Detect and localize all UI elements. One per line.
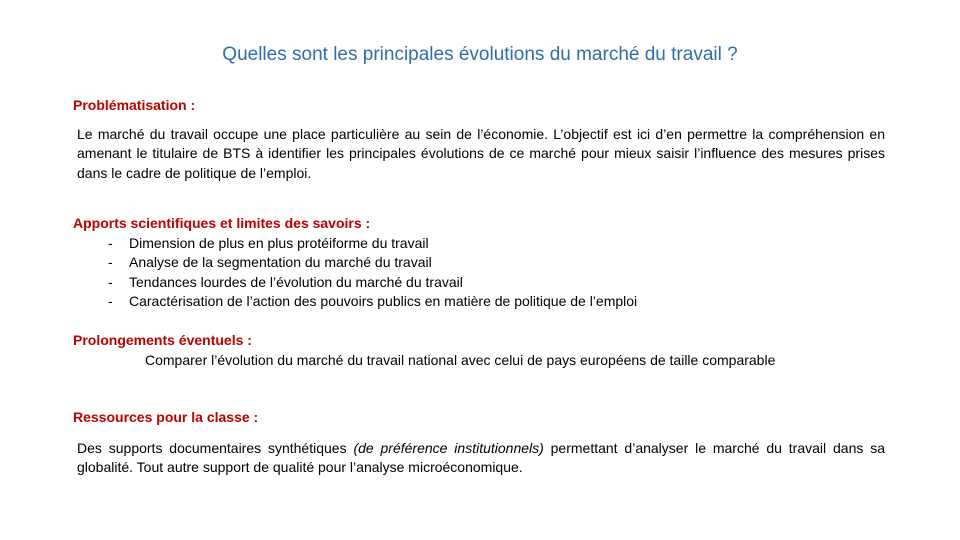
- ressources-heading: Ressources pour la classe :: [73, 409, 259, 425]
- list-item: - Caractérisation de l’action des pouvoirs publics en matière de politique de l’emploi: [108, 292, 885, 312]
- ressources-text-start: Des supports documentaires synthétiques: [77, 439, 354, 456]
- slide-title: Quelles sont les principales évolutions du marché du travail ?: [222, 44, 738, 65]
- problematisation-heading: Problématisation :: [73, 97, 196, 113]
- problematisation-section: [73, 96, 885, 183]
- apports-heading: Apports scientifiques et limites des savoirs :: [73, 215, 371, 231]
- apports-section: [73, 214, 885, 312]
- problematisation-text: Le marché du travail occupe une place particulière au sein de l’économie. L’objectif est ici d’en permettre la compréhension en amenant le titulaire de BTS à identifier les principales évolutions de ce marché pour mieux saisir l’influence des mesures prises dans le cadre de politique de l’emploi.: [77, 125, 885, 181]
- ressources-text: [73, 439, 885, 478]
- prolongements-section: [73, 331, 885, 370]
- list-item: - Tendances lourdes de l’évolution du marché du travail: [108, 273, 885, 293]
- ressources-text-end: permettant d’analyser le marché du travail dans sa globalité. Tout autre support de qualité pour l’analyse microéconomique.: [77, 439, 885, 475]
- prolongements-heading: Prolongements éventuels :: [73, 332, 252, 348]
- prolongements-text: Comparer l’évolution du marché du travail national avec celui de pays européens de taille comparable: [145, 351, 776, 368]
- ressources-section: [73, 408, 885, 478]
- list-item: - Dimension de plus en plus protéiforme du travail: [108, 234, 885, 254]
- ressources-text-italic: (de préférence institutionnels): [353, 439, 544, 456]
- apports-list: [73, 234, 885, 312]
- list-item: - Analyse de la segmentation du marché du travail: [108, 253, 885, 273]
